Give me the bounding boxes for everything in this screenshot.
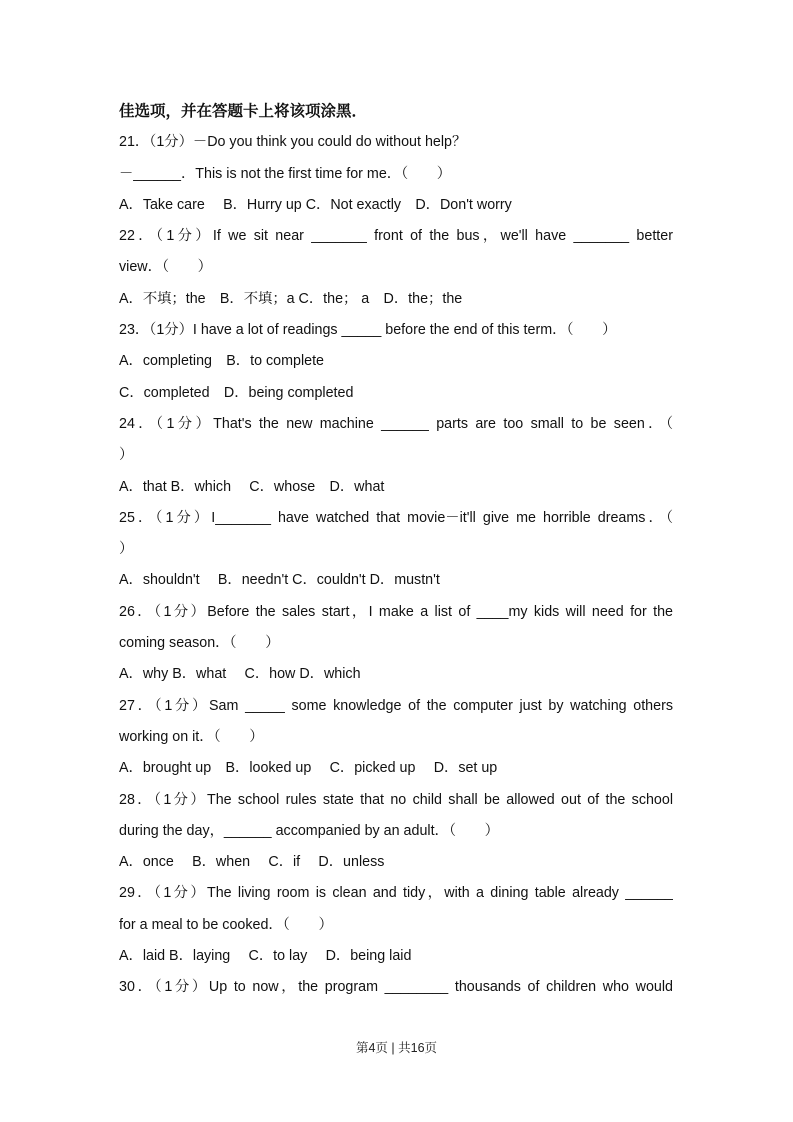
question-24-options: A．that B．which C．whose D．what [119, 478, 385, 495]
question-22-line2: view．（ ） [119, 259, 212, 276]
question-24-line2: ） [119, 447, 134, 464]
question-24: 24．（1分）That's the new machine ______ parts are too small to be seen．（ [119, 415, 673, 432]
section-instruction: 佳选项，并在答题卡上将该项涂黑． [119, 103, 368, 120]
page-number-footer: 第4页 | 共16页 [355, 1041, 438, 1055]
question-22: 22．（1分）If we sit near _______ front of the bus，we'll have _______ better [119, 228, 673, 245]
question-23: 23．（1分）I have a lot of readings _____ before the end of this term．（ ） [119, 322, 617, 339]
question-29-options: A．laid B．laying C．to lay D．being laid [119, 948, 412, 965]
question-21: 21．（1分）－Do you think you could do without help？ [119, 134, 467, 151]
question-26-line2: coming season．（ ） [119, 635, 280, 652]
question-23-options-cd: C．completed D．being completed [119, 384, 354, 401]
exam-page-content [119, 96, 673, 1004]
question-21-options: A．Take care B．Hurry up C．Not exactly D．Don't worry [119, 196, 512, 213]
question-23-options-ab: A．completing B．to complete [119, 353, 325, 370]
question-30: 30．（1分）Up to now，the program ________ thousands of children who would [119, 979, 673, 996]
question-21-line2: －______．This is not the first time for me．（ ） [119, 165, 452, 182]
question-25: 25．（1分）I_______ have watched that movie－it'll give me horrible dreams．（ [119, 509, 673, 526]
question-26: 26．（1分）Before the sales start，I make a list of ____my kids will need for the [119, 603, 673, 620]
question-22-options: A．不填；the B．不填；a C．the； a D．the；the [119, 290, 463, 307]
question-28-line2: during the day，______ accompanied by an adult．（ ） [119, 822, 499, 839]
question-27: 27．（1分）Sam _____ some knowledge of the computer just by watching others [119, 697, 673, 714]
question-26-options: A．why B．what C．how D．which [119, 666, 361, 683]
question-28-options: A．once B．when C．if D．unless [119, 854, 385, 871]
question-29-line2: for a meal to be cooked．（ ） [119, 916, 333, 933]
question-29: 29．（1分）The living room is clean and tidy，with a dining table already ______ [119, 885, 673, 902]
question-28: 28．（1分）The school rules state that no child shall be allowed out of the school [119, 791, 673, 808]
question-27-options: A．brought up B．looked up C．picked up D．set up [119, 760, 498, 777]
question-25-line2: ） [119, 541, 134, 558]
question-27-line2: working on it．（ ） [119, 728, 264, 745]
question-25-options: A．shouldn't B．needn't C．couldn't D．mustn't [119, 572, 440, 589]
